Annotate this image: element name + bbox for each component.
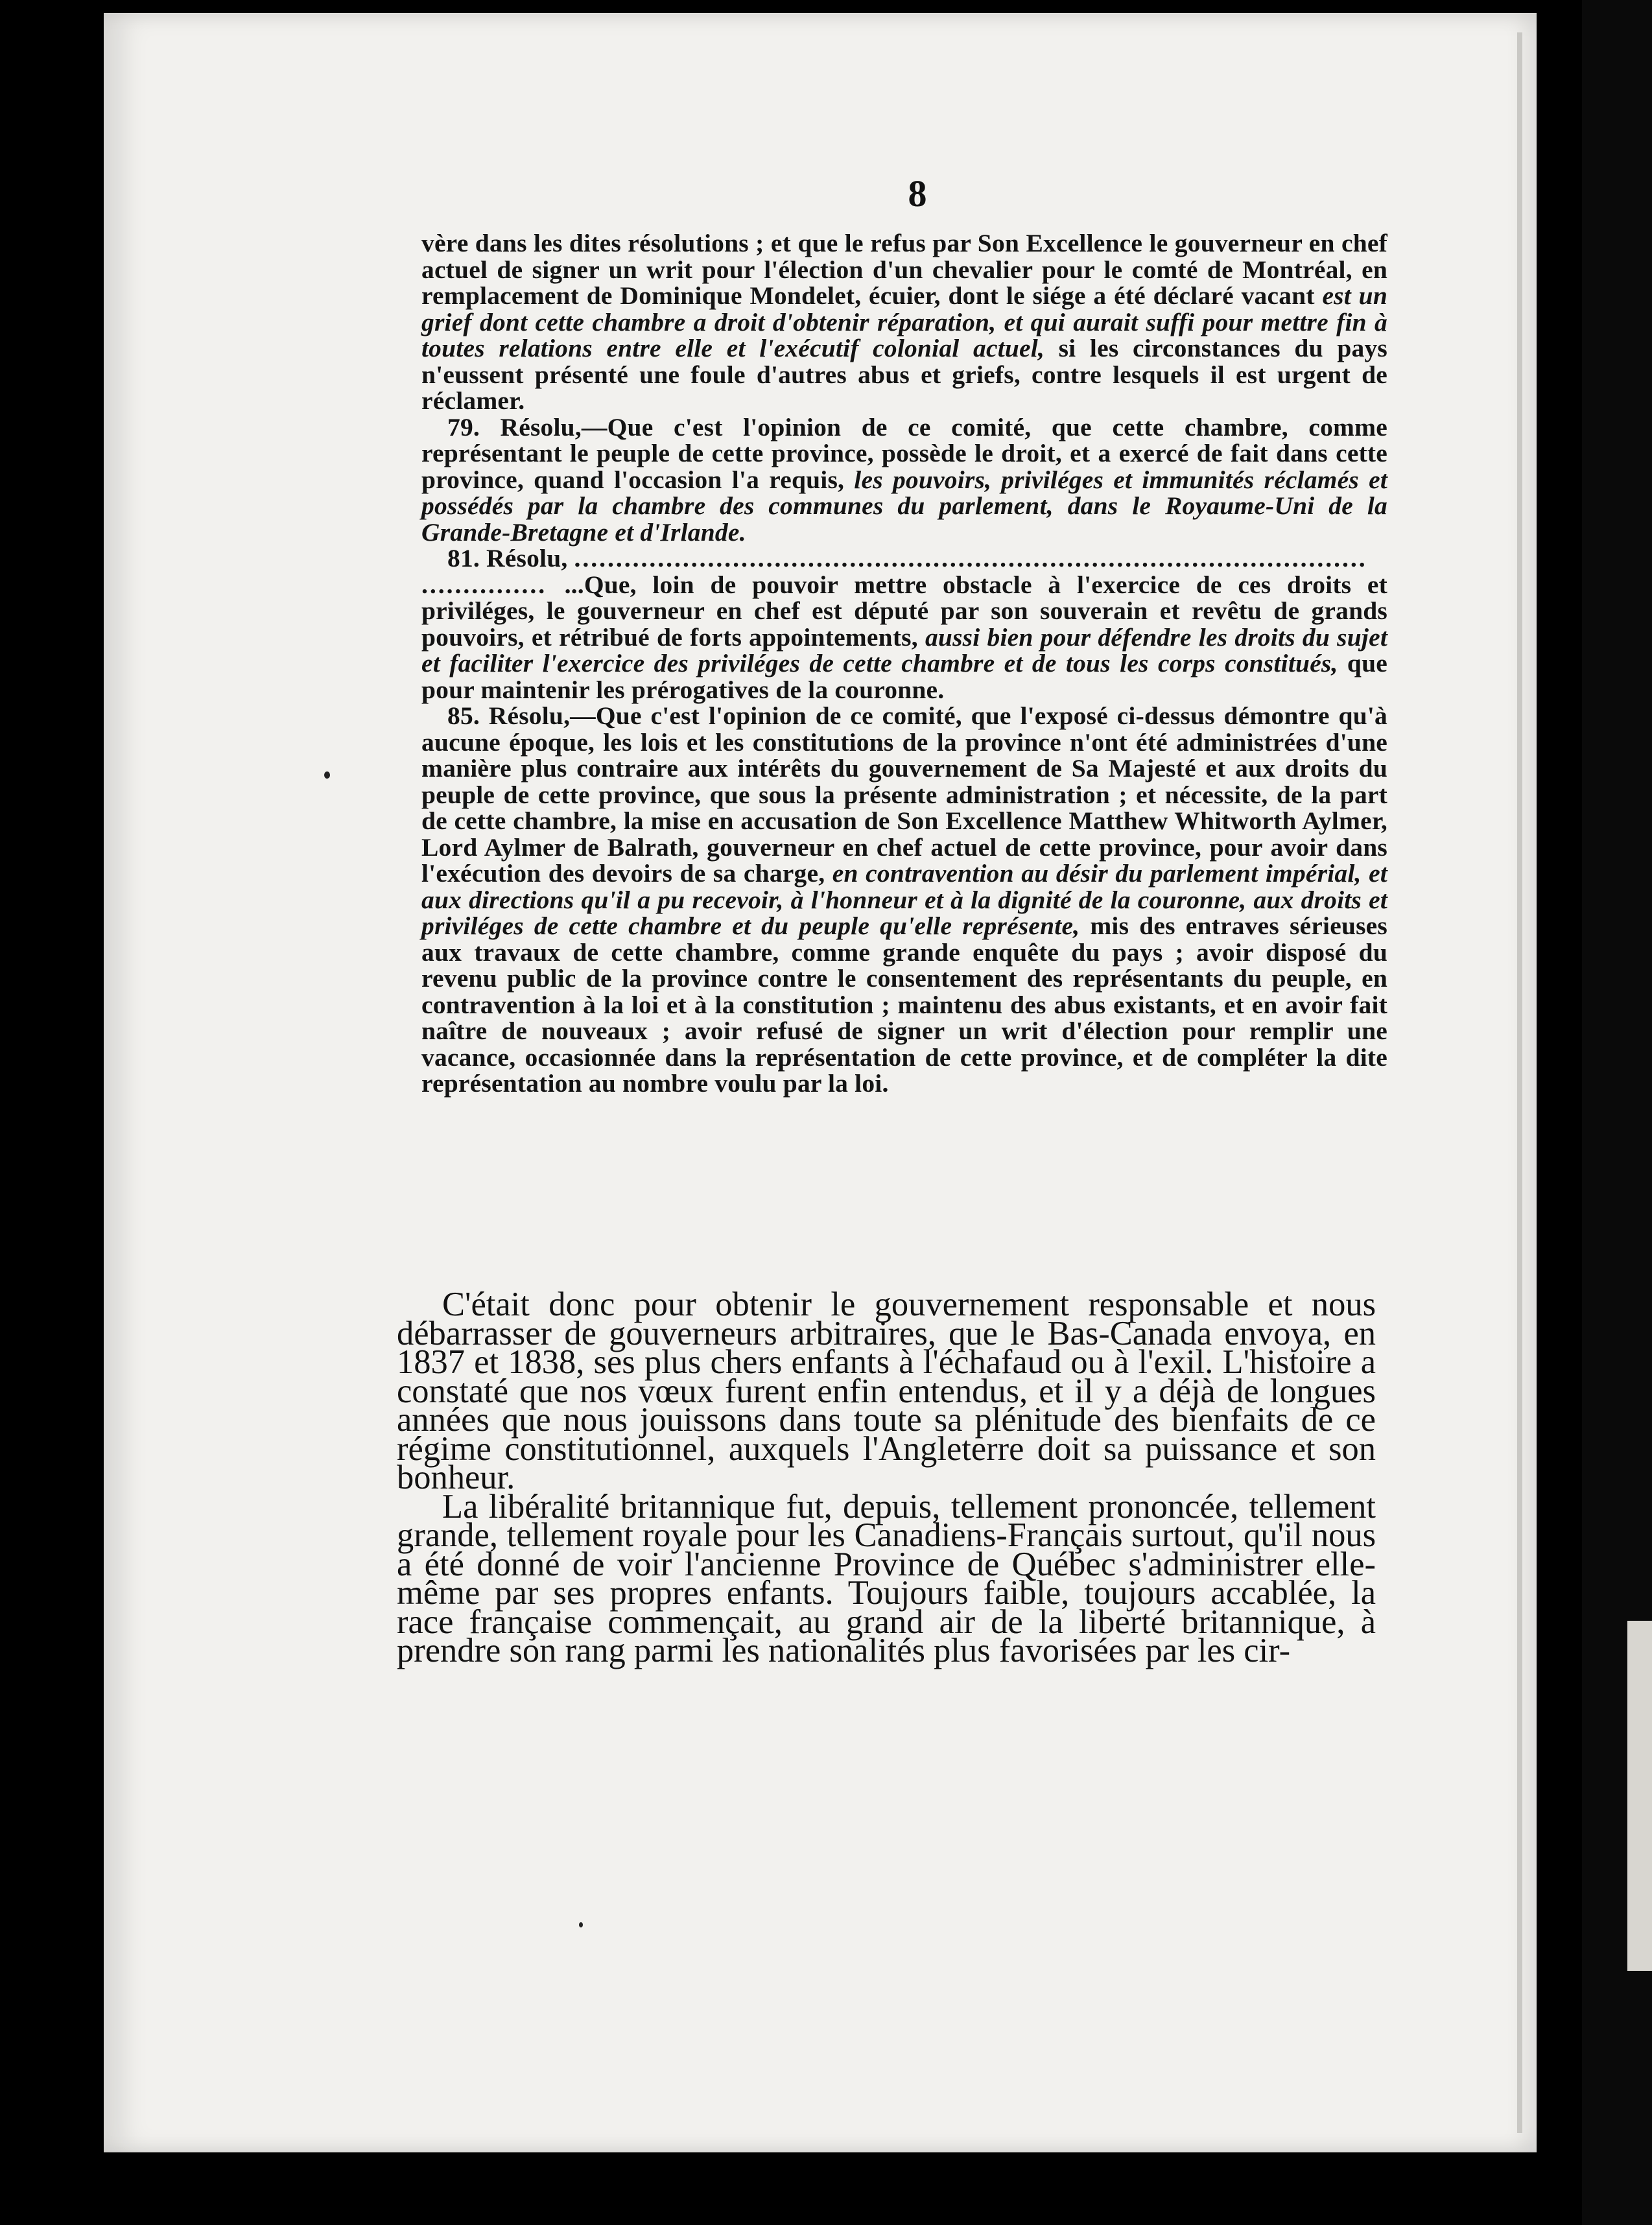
scan-speck xyxy=(324,771,330,779)
text-run: 79. Résolu,—Que c'est l'opinion de ce comité, que cette chambre, comme représentant le peuple de cette province, possède le droit, et a exercé de fait dans cette province, quand l'occasion l'a requis, xyxy=(421,412,1387,494)
adjacent-page-edge xyxy=(1627,1621,1652,1971)
page-number: 8 xyxy=(908,172,927,215)
text-run: vère dans les dites résolutions ; et que le refus par Son Excellence le gouverneur en chef actuel de signer un writ pour l'élection d'un chevalier pour le comté de Montréal, en remplacement de Dominique Mondelet, écuier, dont le siége a été déclaré vacant xyxy=(421,229,1387,310)
resolution-85 xyxy=(421,703,1387,1097)
italic-run: les pouvoirs, priviléges et immunités réclamés et possédés par la chambre des communes du parlement, dans le Royaume-Uni de la Grande-Bretagne et d'Irlande. xyxy=(421,465,1387,547)
text-run: que pour maintenir les prérogatives de la couronne. xyxy=(421,649,1387,704)
text-run: ...Que, loin de pouvoir mettre obstacle à l'exercice de ces droits et priviléges, le gouverneur en chef est député par son souverain et revêtu de grands pouvoirs, et rétribué de forts appointements, xyxy=(421,570,1388,652)
text-run: si les circonstances du pays n'eussent présenté une foule d'autres abus et griefs, contre lesquels il est urgent de réclamer. xyxy=(421,334,1387,415)
italic-run: est un grief dont cette chambre a droit d'obtenir réparation, et qui aurait suffi pour mettre fin à toutes relations entre elle et l'exécutif colonial actuel, xyxy=(421,281,1387,362)
text-run: 85. Résolu,—Que c'est l'opinion de ce comité, que l'exposé ci-dessus démontre qu'à aucune époque, les lois et les constitutions de la province n'ont été administrées d'une manière plus contraire aux intérêts du gouvernement de Sa Majesté et aux droits du peuple de cette province, que sous la présente administration ; et nécessite, de la part de cette chambre, la mise en accusation de Son Excellence Matthew Whitworth Aylmer, Lord Aylmer de Balrath, gouverneur en chef actuel de cette province, pour avoir dans l'exécution des devoirs de sa charge, xyxy=(421,701,1387,888)
commentary-paragraph: La libéralité britannique fut, depuis, tellement prononcée, tellement grande, tellement royale pour les Canadiens-Français surtout, qu'il nous a été donné de voir l'ancienne Province de Québec s'administrer elle-même par ses propres enfants. Toujours faible, toujours accablée, la race française commençait, au grand air de la liberté britannique, à prendre son rang parmi les nationalités plus favorisées par les cir- xyxy=(397,1487,1376,1669)
resolution-81-body xyxy=(421,572,1387,703)
resolution-continuation xyxy=(421,230,1387,414)
resolution-79 xyxy=(421,414,1387,546)
ellipsis-dots: ............................................................................................... xyxy=(574,545,1367,572)
ellipsis-dots: ............... xyxy=(421,570,565,599)
text-run: mis des entraves sérieuses aux travaux de cette chambre, comme grande enquête du pays ; avoir disposé du revenu public de la province contre le consentement des représentants du peuple, en contravention à la loi et à la constitution ; maintenu des abus existants, et en avoir fait naître de nouveaux ; avoir refusé de signer un writ d'élection pour remplir une vacance, occasionnée dans la représentation de cette province, et de compléter la dite représentation au nombre voulu par la loi. xyxy=(421,912,1387,1098)
scan-speck xyxy=(579,1922,583,1927)
italic-run: en contravention au désir du parlement impérial, et aux directions qu'il a pu recevoir, à l'honneur et à la dignité de la couronne, aux droits et priviléges de cette chambre et du peuple qu'elle représente, xyxy=(421,859,1387,940)
commentary-block xyxy=(397,1286,1376,1669)
resolutions-block xyxy=(421,230,1387,1097)
page-edge-shadow xyxy=(1517,32,1522,2133)
commentary-paragraph: C'était donc pour obtenir le gouvernement responsable et nous débarrasser de gouverneurs arbitraires, que le Bas-Canada envoya, en 1837 et 1838, ses plus chers enfants à l'échafaud ou à l'exil. L'histoire a constaté que nos vœux furent enfin entendus, et il y a déjà de longues années que nous jouissons dans toute sa plénitude des bienfaits de ce régime constitutionnel, auxquels l'Angleterre doit sa puissance et son bonheur. xyxy=(397,1286,1376,1496)
resolution-81-heading xyxy=(421,545,1387,572)
text-run: 81. Résolu, xyxy=(447,545,574,572)
italic-run: aussi bien pour défendre les droits du sujet et faciliter l'exercice des priviléges de cette chambre et de tous les corps constitués, xyxy=(421,622,1387,677)
